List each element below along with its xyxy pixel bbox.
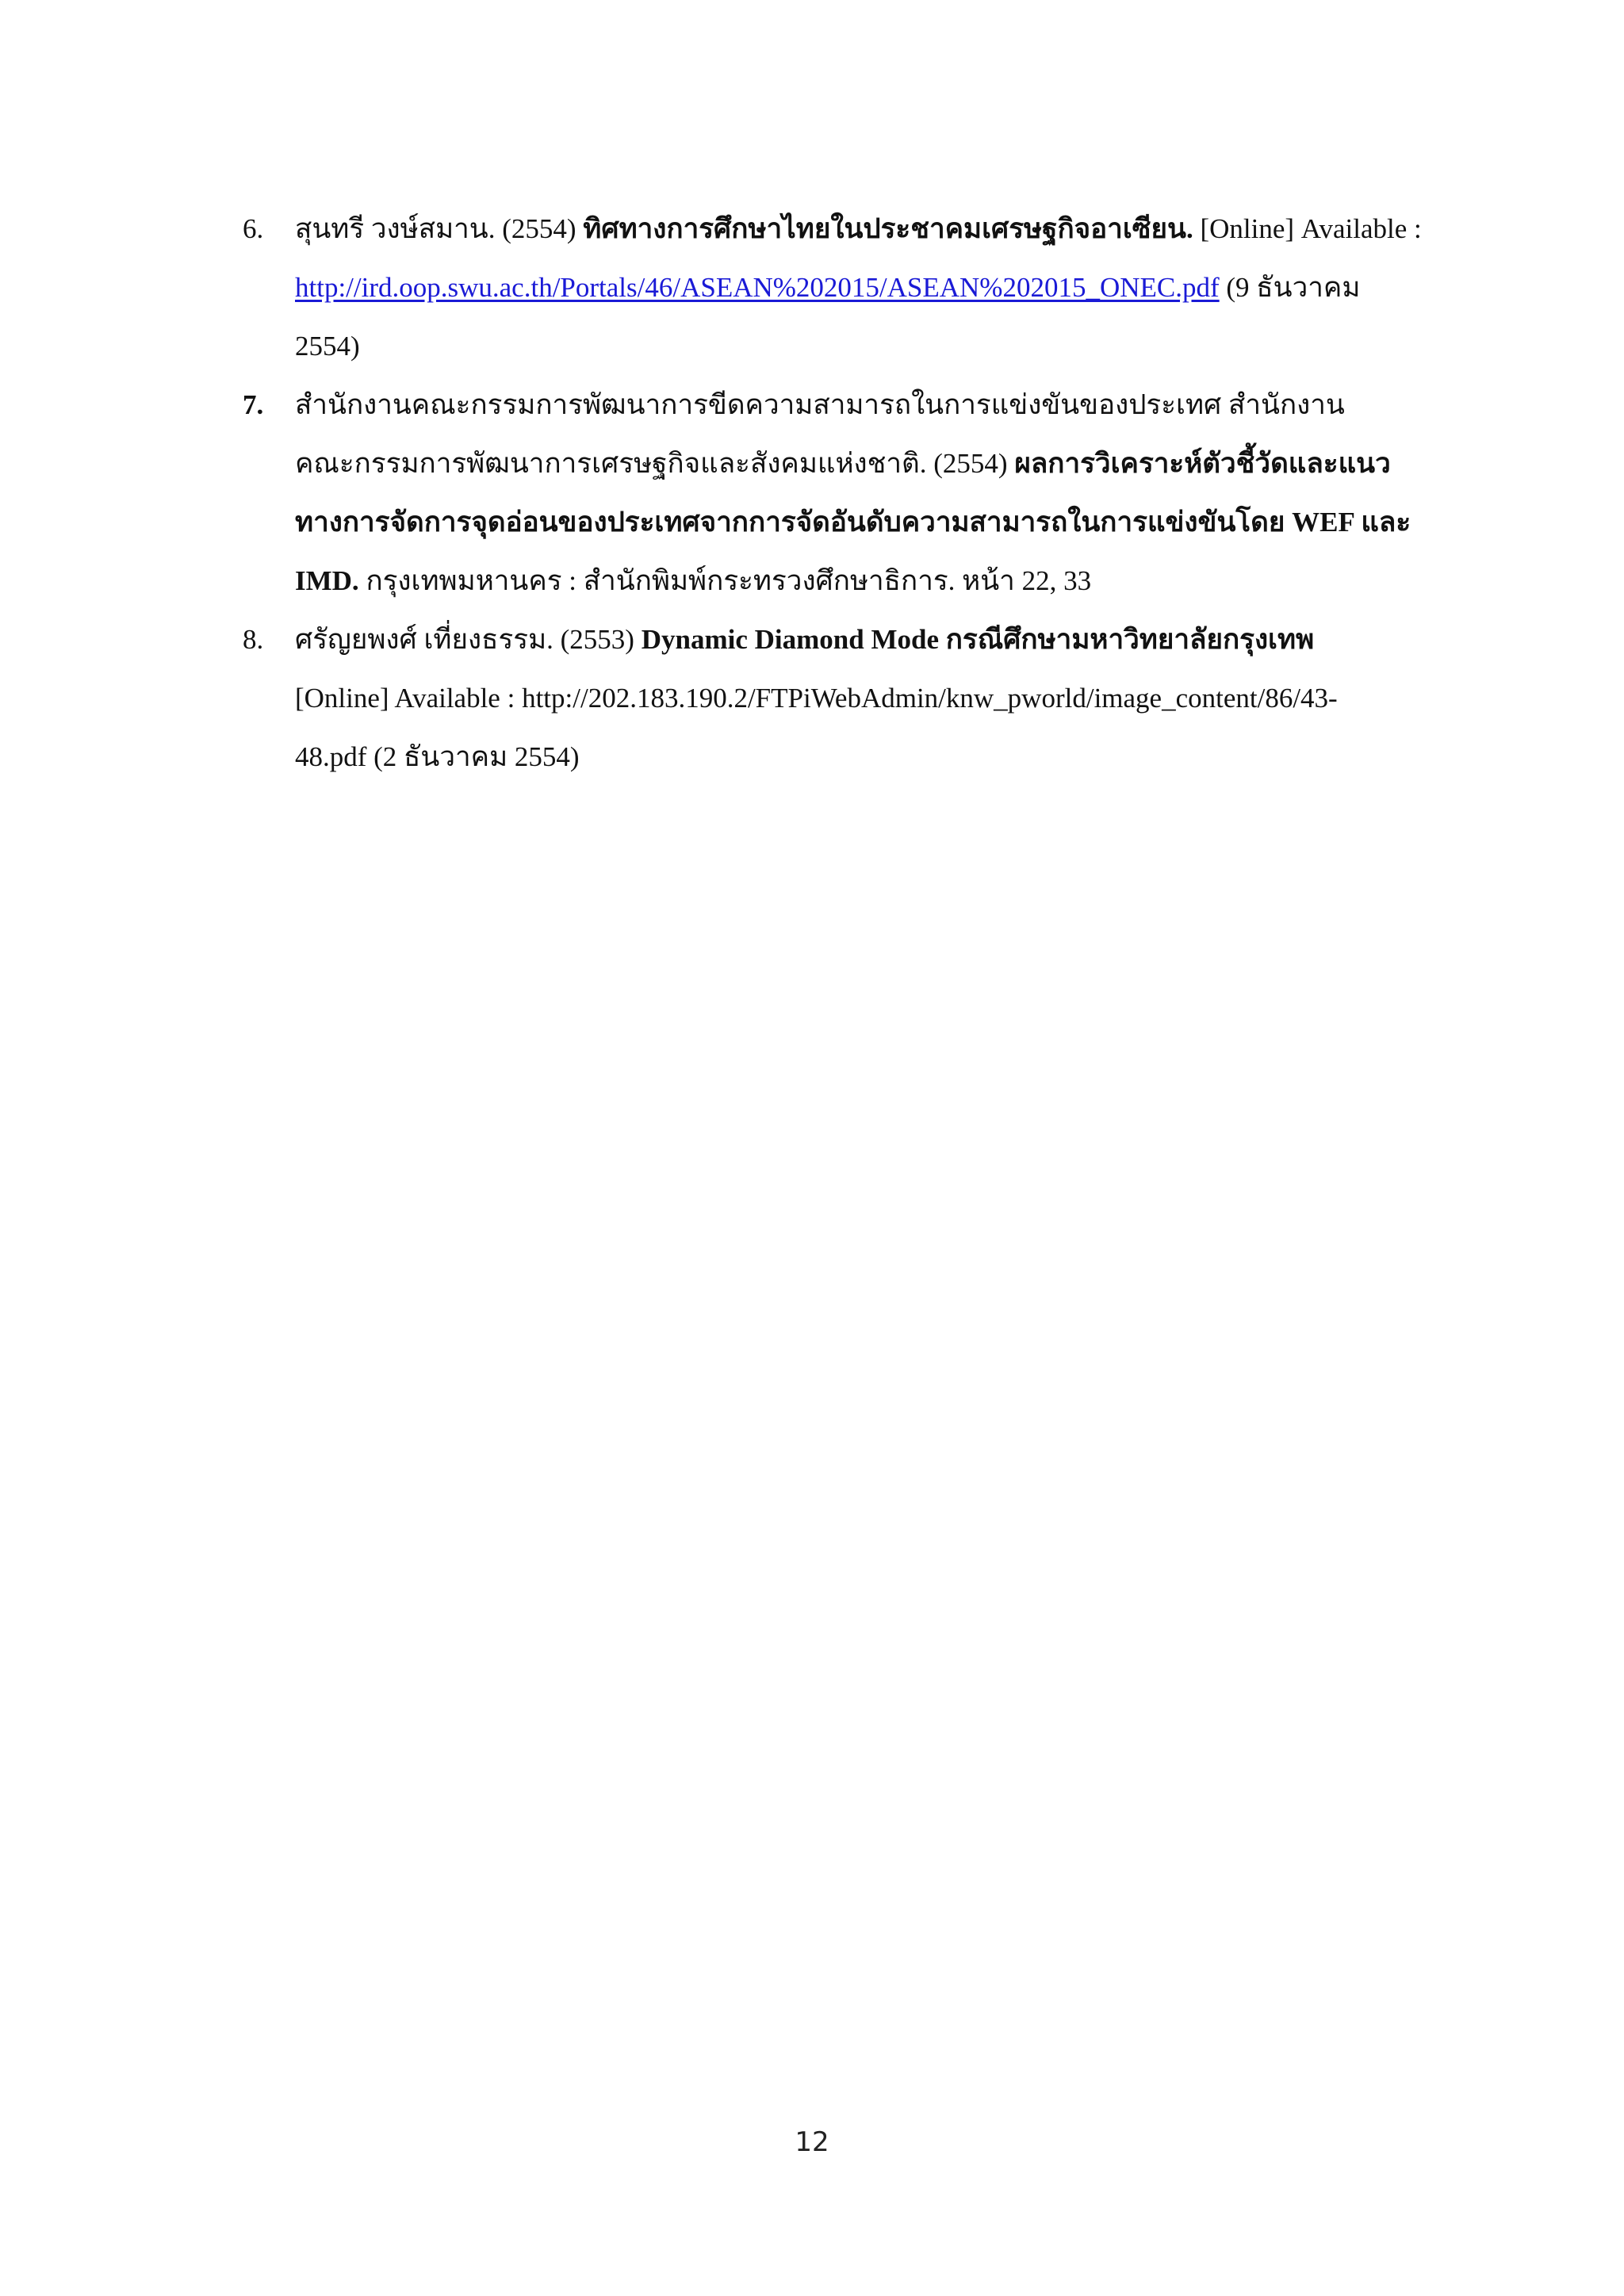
reference-number: 7.	[243, 389, 264, 420]
reference-item-8	[243, 610, 1432, 786]
reference-line	[295, 200, 1432, 258]
reference-publisher: กรุงเทพมหานคร : สำนักพิมพ์กระทรวงศึกษาธิการ. หน้า 22, 33	[358, 565, 1092, 596]
reference-line	[295, 376, 1432, 434]
reference-item-6	[243, 200, 1432, 376]
reference-author-year: สุนทรี วงษ์สมาน. (2554)	[295, 213, 584, 244]
reference-text	[295, 376, 1432, 610]
reference-online-url: [Online] Available : http://202.183.190.2/FTPiWebAdmin/knw_pworld/image_content/86/43-	[295, 683, 1338, 714]
reference-author-year: คณะกรรมการพัฒนาการเศรษฐกิจและสังคมแห่งชาติ. (2554)	[295, 448, 1015, 479]
reference-line	[295, 258, 1432, 317]
reference-line	[295, 434, 1432, 493]
reference-url-link[interactable]: http://ird.oop.swu.ac.th/Portals/46/ASEAN%202015/ASEAN%202015_ONEC.pdf	[295, 272, 1220, 303]
reference-title: ทิศทางการศึกษาไทยในประชาคมเศรษฐกิจอาเซียน.	[583, 213, 1193, 244]
reference-title: ผลการวิเคราะห์ตัวชี้วัดและแนว	[1014, 448, 1391, 479]
reference-line	[295, 493, 1432, 552]
reference-date: (9 ธันวาคม	[1219, 272, 1361, 303]
reference-text	[295, 610, 1432, 786]
reference-author-year: ศรัญยพงศ์ เที่ยงธรรม. (2553)	[295, 624, 642, 655]
reference-line	[295, 669, 1432, 728]
reference-title-continued: ทางการจัดการจุดอ่อนของประเทศจากการจัดอันดับความสามารถในการแข่งขันโดย WEF และ	[295, 507, 1411, 538]
reference-online-label: [Online] Available :	[1193, 213, 1422, 244]
reference-number: 8.	[243, 624, 264, 655]
reference-title-end: IMD.	[295, 565, 359, 596]
reference-date-continued: 2554)	[295, 331, 360, 362]
reference-title: Dynamic Diamond Mode กรณีศึกษามหาวิทยาลัยกรุงเทพ	[641, 624, 1315, 655]
reference-number: 6.	[243, 213, 264, 244]
page-number: 12	[795, 2126, 829, 2158]
reference-list	[243, 200, 1432, 786]
reference-author: สำนักงานคณะกรรมการพัฒนาการขีดความสามารถในการแข่งขันของประเทศ สำนักงาน	[295, 389, 1345, 420]
reference-line	[295, 610, 1432, 669]
reference-line	[295, 728, 1432, 786]
reference-line	[295, 552, 1432, 610]
reference-line	[295, 317, 1432, 376]
reference-text	[295, 200, 1432, 376]
reference-item-7	[243, 376, 1432, 610]
reference-date: 48.pdf (2 ธันวาคม 2554)	[295, 741, 580, 772]
